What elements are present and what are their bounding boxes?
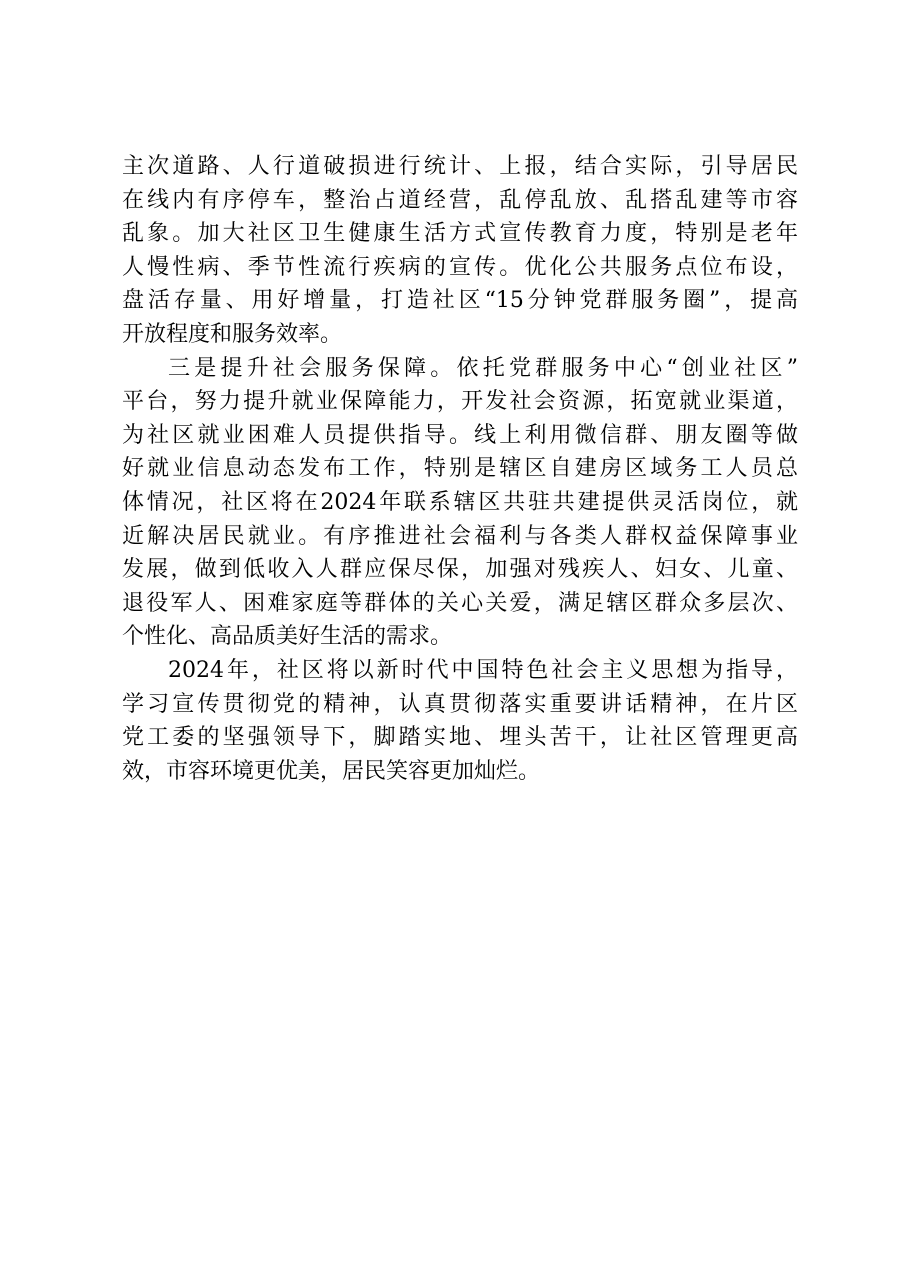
text-line: 平台，努力提升就业保障能力，开发社会资源，拓宽就业渠道， (122, 389, 798, 415)
text-line: 个性化、高品质美好生活的需求。 (122, 624, 453, 650)
text-line: 党工委的坚强领导下，脚踏实地、埋头苦干，让社区管理更高 (122, 725, 798, 751)
paragraph-road-order (122, 150, 798, 352)
text-line: 2024年，社区将以新时代中国特色社会主义思想为指导， (168, 657, 798, 683)
text-line: 乱象。加大社区卫生健康生活方式宣传教育力度，特别是老年 (122, 221, 798, 247)
text-line: 近解决居民就业。有序推进社会福利与各类人群权益保障事业 (122, 523, 798, 549)
paragraph-2024-outlook (122, 654, 798, 788)
text-line: 学习宣传贯彻党的精神，认真贯彻落实重要讲话精神，在片区 (122, 691, 798, 717)
text-line: 人慢性病、季节性流行疾病的宣传。优化公共服务点位布设， (122, 254, 798, 280)
text-line: 盘活存量、用好增量，打造社区“15分钟党群服务圈”，提高 (122, 288, 798, 314)
text-line: 开放程度和服务效率。 (122, 321, 343, 347)
text-line: 主次道路、人行道破损进行统计、上报，结合实际，引导居民 (122, 154, 798, 179)
text-line: 退役军人、困难家庭等群体的关心关爱，满足辖区群众多层次、 (122, 590, 798, 616)
text-line: 体情况，社区将在2024年联系辖区共驻共建提供灵活岗位，就 (122, 489, 798, 515)
text-line: 效，市容环境更优美，居民笑容更加灿烂。 (122, 758, 541, 784)
text-line: 在线内有序停车，整治占道经营，乱停乱放、乱搭乱建等市容 (122, 187, 798, 213)
text-line: 好就业信息动态发布工作，特别是辖区自建房区域务工人员总 (122, 456, 798, 482)
text-line: 为社区就业困难人员提供指导。线上利用微信群、朋友圈等做 (122, 422, 798, 448)
document-body (122, 150, 798, 788)
text-line: 发展，做到低收入人群应保尽保，加强对残疾人、妇女、儿童、 (122, 557, 798, 583)
paragraph-social-services (122, 352, 798, 654)
text-line: 三是提升社会服务保障。依托党群服务中心“创业社区” (168, 355, 798, 381)
